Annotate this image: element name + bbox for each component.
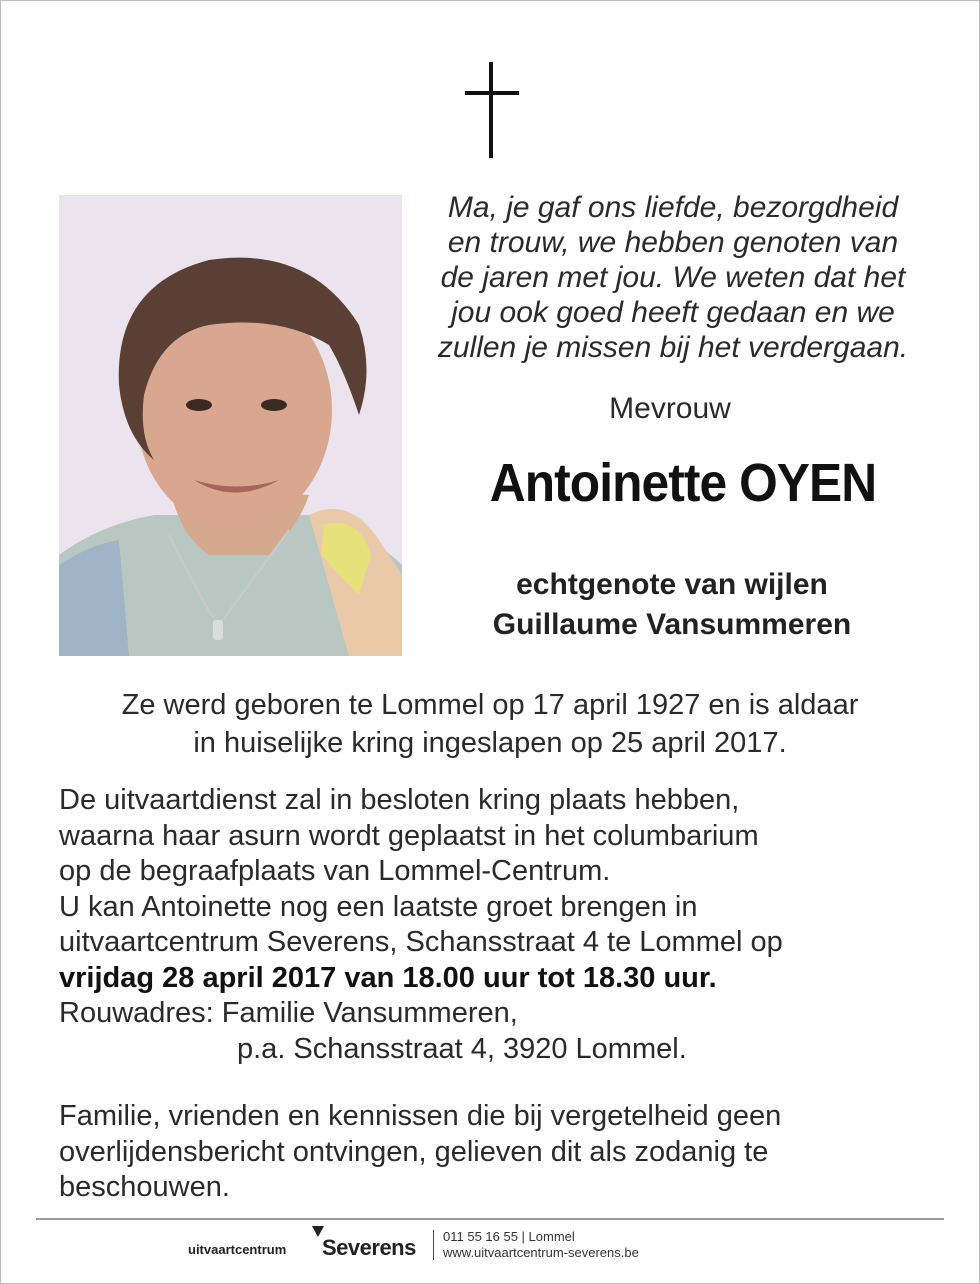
poem	[408, 190, 938, 365]
mourning-address-street: p.a. Schansstraat 4, 3920 Lommel.	[237, 1032, 687, 1065]
birth-death-info	[40, 686, 940, 762]
service-line: De uitvaartdienst zal in besloten kring plaats hebben,	[59, 784, 740, 816]
service-line: waarna haar asurn wordt geplaatst in het columbarium	[59, 819, 759, 852]
portrait-photo	[59, 195, 402, 656]
website-link[interactable]: www.uitvaartcentrum-severens.be	[443, 1245, 639, 1260]
poem-line: Ma, je gaf ons liefde, bezorgdheid	[447, 191, 899, 224]
spouse-line: echtgenote van wijlen	[516, 568, 828, 601]
closing-line: beschouwen.	[59, 1171, 230, 1203]
birth-line: in huiselijke kring ingeslapen op 25 april 2017.	[193, 727, 787, 759]
service-line: uitvaartcentrum Severens, Schansstraat 4 te Lommel op	[59, 926, 783, 958]
poem-line: en trouw, we hebben genoten van	[447, 226, 899, 259]
service-line: op de begraafplaats van Lommel-Centrum.	[59, 855, 611, 887]
cross-icon	[462, 62, 522, 160]
footer-contact	[443, 1229, 639, 1261]
footer-divider	[36, 1218, 944, 1220]
visit-time: vrijdag 28 april 2017 van 18.00 uur tot 18.30 uur.	[59, 961, 717, 994]
poem-line: jou ook goed heeft gedaan en we	[451, 296, 895, 329]
closing-line: Familie, vrienden en kennissen die bij vergetelheid geen	[59, 1100, 782, 1132]
poem-line: zullen je missen bij het verdergaan.	[437, 331, 909, 364]
brand-small: uitvaartcentrum	[188, 1242, 287, 1257]
salutation: Mevrouw	[609, 392, 731, 425]
brand-name: Severens	[322, 1235, 416, 1260]
closing-line: overlijdensbericht ontvingen, gelieven dit als zodanig te	[59, 1135, 769, 1168]
birth-line: Ze werd geboren te Lommel op 17 april 1927 en is aldaar	[121, 689, 859, 721]
footer	[188, 1224, 708, 1264]
funeral-service-info	[59, 783, 939, 1067]
poem-line: de jaren met jou. We weten dat het	[440, 261, 906, 294]
footer-separator	[433, 1230, 434, 1260]
mourning-address: Rouwadres: Familie Vansummeren,	[59, 997, 518, 1029]
closing-note	[59, 1099, 939, 1206]
phone-line: 011 55 16 55 | Lommel	[443, 1229, 575, 1244]
service-line: U kan Antoinette nog een laatste groet brengen in	[59, 890, 698, 923]
spouse-info	[412, 565, 932, 645]
spouse-line: Guillaume Vansummeren	[492, 608, 852, 641]
deceased-name: Antoinette OYEN	[489, 453, 877, 513]
